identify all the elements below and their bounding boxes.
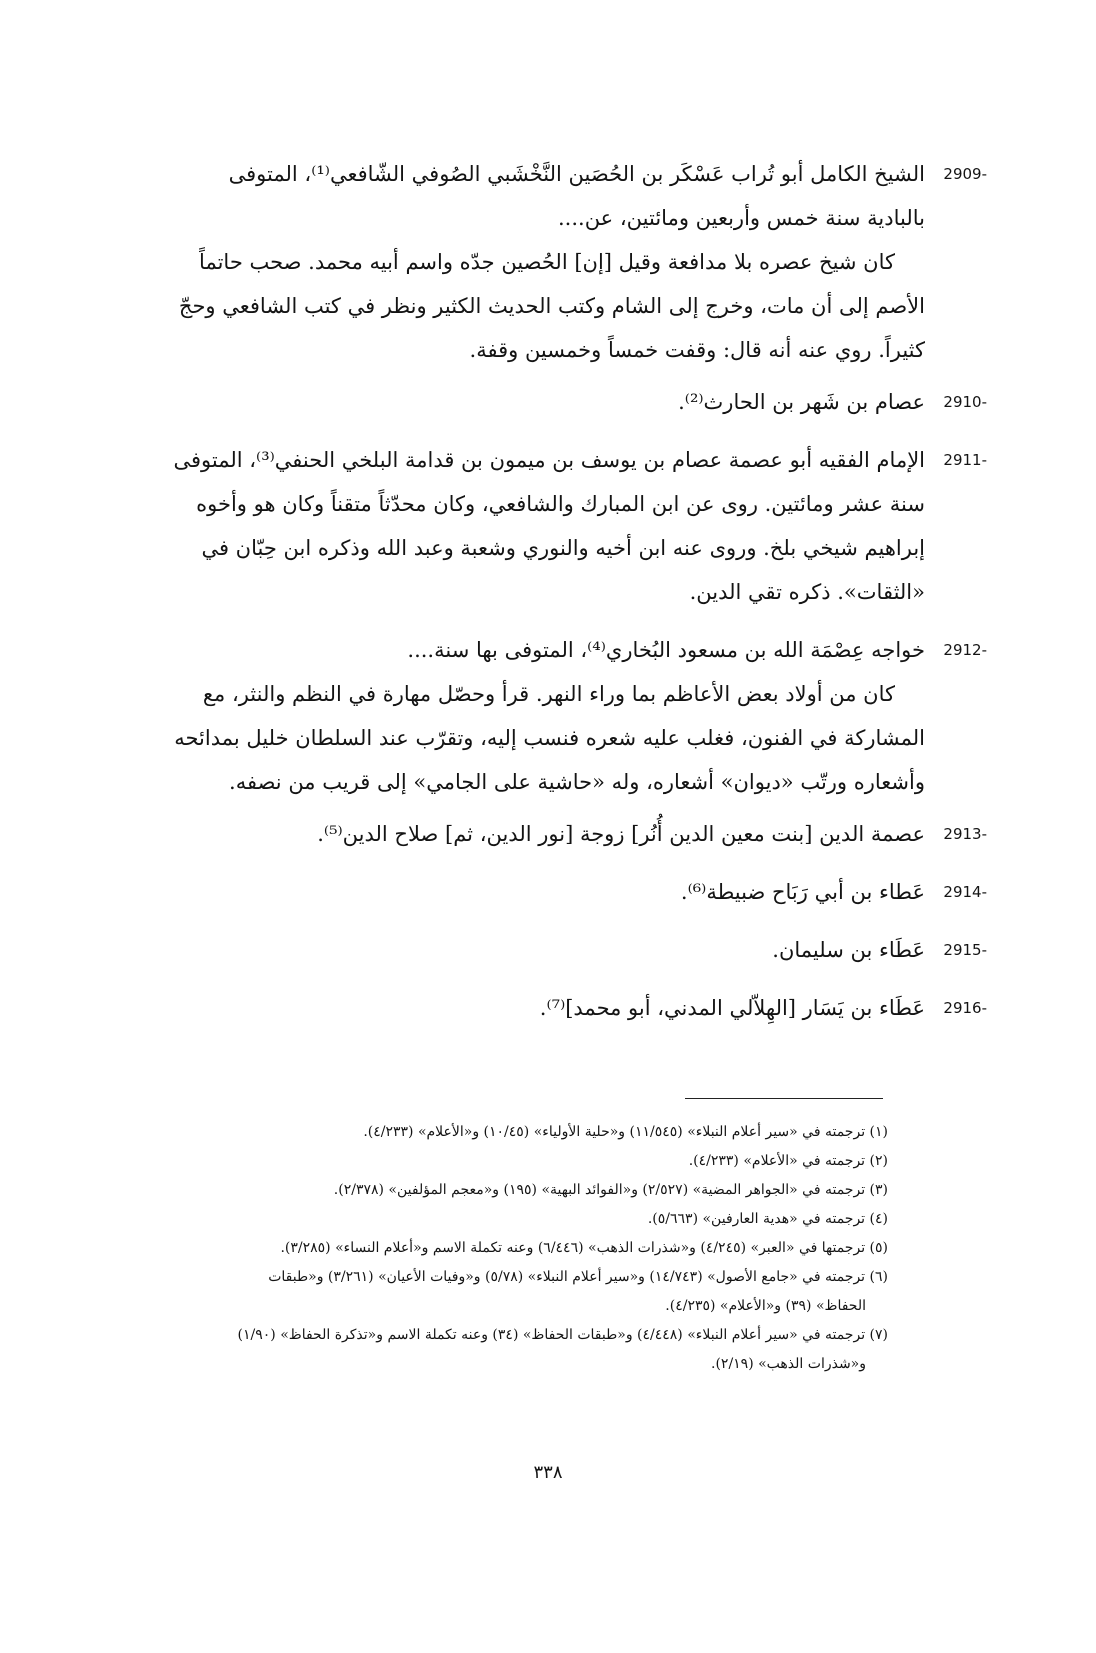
entry-2915-line-1 [95,928,987,972]
footnote-5: (٥) ترجمتها في «العبر» (٤/٢٤٥) و«شذرات الذهب» (٦/٤٤٦) وعنه تكملة الاسم و«أعلام النساء» (٣/٢٨٥). [280,1240,888,1256]
footnote-7: (٧) ترجمته في «سير أعلام النبلاء» (٤/٤٤٨) و«طبقات الحفاظ» (٣٤) وعنه تكملة الاسم و«تذكرة الحفاظ» (١/٩٠) [237,1327,888,1343]
entry-2909-line-2: بالبادية سنة خمس وأربعين ومائتين، عن.... [558,206,925,230]
entry-2914-line-1 [95,870,987,914]
entry-text: عَطاء بن أبي رَبَاح ضبيطة⁽⁶⁾. [680,880,925,904]
entry-2911-line-2: سنة عشر ومائتين. روى عن ابن المبارك والشافعي، وكان محدّثاً متقناً وكان هو وأخوه [196,492,925,516]
entry-2916-line-1 [95,986,987,1030]
entry-2915 [95,928,987,972]
entry-2912-line-2: كان من أولاد بعض الأعاظم بما وراء النهر. قرأ وحصّل مهارة في النظم والنثر، مع [202,682,895,706]
entry-text: عَطَاء بن سليمان. [772,938,925,962]
footnote-1: (١) ترجمته في «سير أعلام النبلاء» (١١/٥٤٥) و«حلية الأولياء» (١٠/٤٥) و«الأعلام» (٤/٢٣٣). [363,1124,888,1140]
main-text [95,152,987,1030]
page-number: ٣٣٨ [533,1462,563,1483]
entry-2912-line-1 [95,628,987,672]
entry-2911-line-4: «الثقات». ذكره تقي الدين. [689,580,925,604]
entry-2912-line-4: وأشعاره ورتّب «ديوان» أشعاره، وله «حاشية على الجامي» إلى قريب من نصفه. [229,770,925,794]
entry-2909-line-4: الأصم إلى أن مات، وخرج إلى الشام وكتب الحديث الكثير ونظر في كتب الشافعي وحجّ [178,294,925,318]
entry-text: خواجه عِصْمَة الله بن مسعود البُخاري⁽⁴⁾، المتوفى بها سنة.... [407,638,925,662]
entry-2911-line-1 [95,438,987,482]
entry-text: عَطَاء بن يَسَار [الهِلاّلي المدني، أبو محمد]⁽⁷⁾. [539,996,925,1020]
footnote-3: (٣) ترجمته في «الجواهر المضية» (٢/٥٢٧) و«الفوائد البهية» (١٩٥) و«معجم المؤلفين» (٢/٣٧٨). [333,1182,888,1198]
footnote-2: (٢) ترجمته في «الأعلام» (٤/٢٣٣). [688,1153,888,1169]
footnote-6: (٦) ترجمته في «جامع الأصول» (١٤/٧٤٣) و«سير أعلام النبلاء» (٥/٧٨) و«وفيات الأعيان» (٣/٢٦١) و«طبقات [268,1269,888,1285]
entry-2912 [95,628,987,804]
entry-2913-line-1 [95,812,987,856]
entry-text: عصمة الدين [بنت معين الدين أُنُر] زوجة [نور الدين، ثم] صلاح الدين⁽⁵⁾. [317,822,925,846]
entry-2911 [95,438,987,614]
footnote-4: (٤) ترجمته في «هدية العارفين» (٥/٦٦٣). [647,1211,888,1227]
entry-number: 2912- [943,641,987,659]
entry-2910-line-1 [95,380,987,424]
entry-number: 2915- [943,941,987,959]
entry-2909-line-5: كثيراً. روي عنه أنه قال: وقفت خمساً وخمسين وقفة. [469,338,925,362]
entry-2909 [95,152,987,372]
footnote-separator [685,1098,883,1099]
footnote-6-continued: الحفاظ» (٣٩) و«الأعلام» (٤/٢٣٥). [665,1298,866,1314]
entry-2916 [95,986,987,1030]
entry-2911-line-3: إبراهيم شيخي بلخ. وروى عنه ابن أخيه والنوري وشعبة وعبد الله وذكره ابن حِبّان في [201,536,925,560]
entry-number: 2913- [943,825,987,843]
entry-2913 [95,812,987,856]
entry-number: 2914- [943,883,987,901]
entry-2909-line-3: كان شيخ عصره بلا مدافعة وقيل [إن] الحُصين جدّه واسم أبيه محمد. صحب حاتماً [199,250,895,274]
entry-2910 [95,380,987,424]
entry-2909-line-1 [95,152,987,196]
entry-text: عصام بن شَهر بن الحارث⁽²⁾. [678,390,925,414]
entry-number: 2910- [943,393,987,411]
entry-text: الإمام الفقيه أبو عصمة عصام بن يوسف بن ميمون بن قدامة البلخي الحنفي⁽³⁾، المتوفى [173,448,925,472]
entry-text: الشيخ الكامل أبو تُراب عَسْكَر بن الحُصَين النَّخْشَبي الصُوفي الشّافعي⁽¹⁾، المتوفى [228,162,925,186]
entry-number: 2916- [943,999,987,1017]
entry-number: 2911- [943,451,987,469]
entry-number: 2909- [943,165,987,183]
footnote-7-continued: و«شذرات الذهب» (٢/١٩). [711,1356,866,1372]
footnotes [100,1118,888,1379]
entry-2914 [95,870,987,914]
entry-2912-line-3: المشاركة في الفنون، فغلب عليه شعره فنسب إليه، وتقرّب عند السلطان خليل بمدائحه [174,726,925,750]
